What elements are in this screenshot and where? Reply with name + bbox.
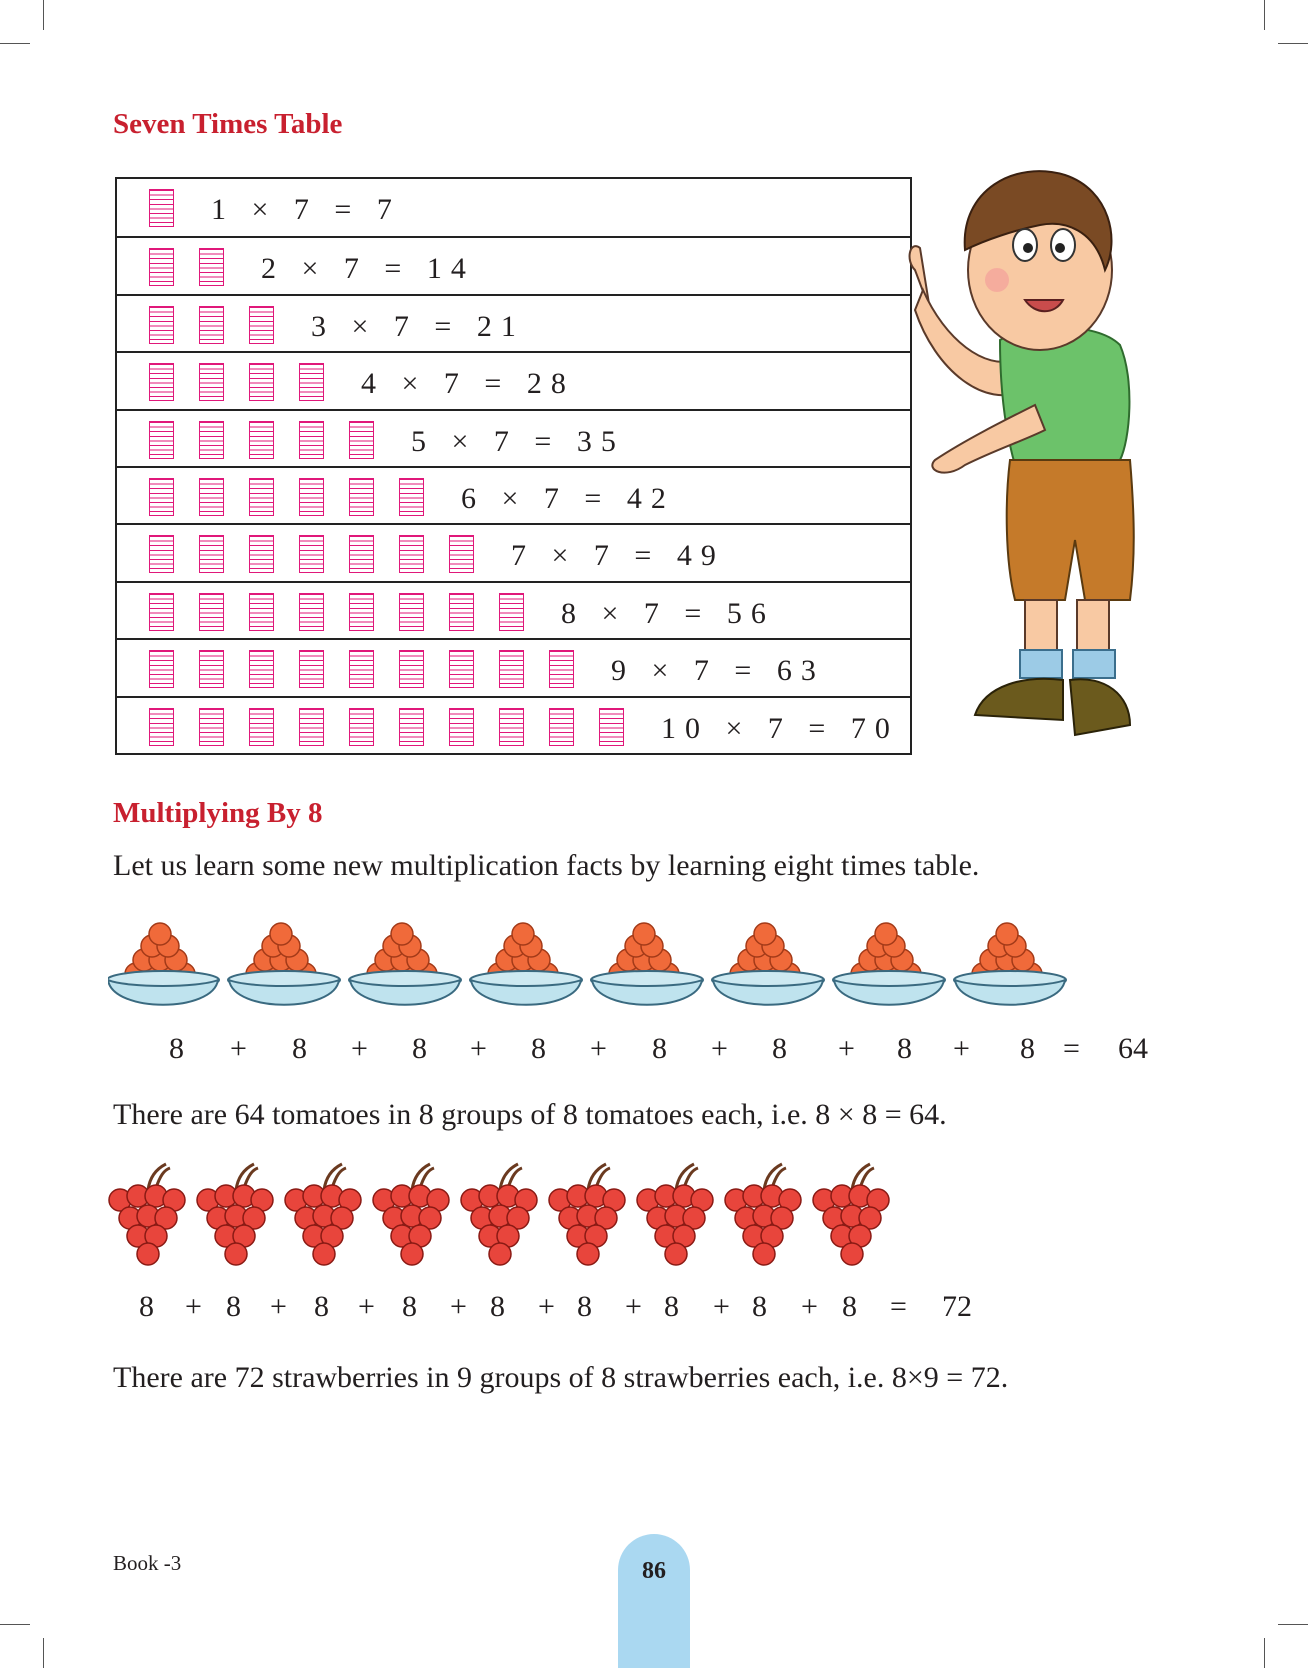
seven-block-icon bbox=[399, 650, 424, 688]
strawberry-bunches bbox=[108, 1160, 908, 1272]
seven-block-icon bbox=[149, 478, 174, 516]
crop-mark bbox=[43, 0, 44, 30]
seven-block-icon bbox=[449, 650, 474, 688]
seven-times-table bbox=[115, 177, 912, 755]
sum-term: 8 bbox=[139, 1290, 154, 1323]
book-label: Book -3 bbox=[113, 1551, 182, 1575]
table-row-equation: 8 × 7 = 56 bbox=[561, 596, 775, 630]
plus-sign: + bbox=[953, 1032, 970, 1065]
seven-block-icon bbox=[349, 421, 374, 459]
intro-paragraph: Let us learn some new multiplication facts by learning eight times table. bbox=[113, 849, 980, 882]
table-row-equation: 3 × 7 = 21 bbox=[311, 309, 525, 343]
seven-block-icon bbox=[549, 650, 574, 688]
strawberry-bunch-icon bbox=[549, 1164, 625, 1265]
sum-term: 8 bbox=[652, 1032, 667, 1065]
seven-block-icon bbox=[399, 535, 424, 573]
crop-mark bbox=[1278, 43, 1308, 44]
seven-block-icon bbox=[199, 535, 224, 573]
seven-block-icon bbox=[349, 478, 374, 516]
seven-block-icon bbox=[249, 363, 274, 401]
seven-block-icon bbox=[299, 478, 324, 516]
seven-block-icon bbox=[249, 306, 274, 344]
strawberry-bunch-icon bbox=[109, 1164, 185, 1265]
plus-sign: + bbox=[713, 1290, 730, 1323]
tomato-sum bbox=[0, 1032, 1308, 1072]
tomato-bowl-icon bbox=[228, 923, 340, 1005]
table-row-equation: 6 × 7 = 42 bbox=[461, 482, 675, 515]
seven-block-icon bbox=[449, 535, 474, 573]
sum-term: 8 bbox=[1020, 1032, 1035, 1065]
tomato-bowl-icon bbox=[349, 923, 461, 1005]
sum-term: 8 bbox=[531, 1032, 546, 1065]
seven-block-icon bbox=[199, 650, 224, 688]
seven-block-icon bbox=[249, 535, 274, 573]
strawberry-bunch-icon bbox=[813, 1164, 889, 1265]
strawberry-bunch-icon bbox=[373, 1164, 449, 1265]
seven-block-icon bbox=[249, 593, 274, 631]
table-row-equation: 4 × 7 = 28 bbox=[361, 367, 575, 401]
seven-block-icon bbox=[399, 708, 424, 746]
tomato-caption: There are 64 tomatoes in 8 groups of 8 tomatoes each, i.e. 8 × 8 = 64. bbox=[113, 1098, 947, 1131]
seven-block-icon bbox=[149, 189, 174, 227]
tomato-bowls-drawing bbox=[108, 918, 1088, 1028]
table-row bbox=[117, 409, 910, 468]
strawberry-bunch-icon bbox=[461, 1164, 537, 1265]
table-row bbox=[117, 523, 910, 582]
table-row-equation: 1 × 7 = 7 bbox=[211, 193, 401, 226]
seven-block-icon bbox=[299, 421, 324, 459]
seven-block-icon bbox=[149, 650, 174, 688]
plus-sign: + bbox=[450, 1290, 467, 1323]
seven-block-icon bbox=[399, 478, 424, 516]
seven-block-icon bbox=[149, 363, 174, 401]
seven-block-icon bbox=[199, 708, 224, 746]
equals-sign: = bbox=[890, 1290, 907, 1323]
crop-mark bbox=[43, 1638, 44, 1668]
seven-block-icon bbox=[149, 248, 174, 286]
seven-block-icon bbox=[299, 363, 324, 401]
tomato-bowl-icon bbox=[108, 923, 219, 1005]
table-row bbox=[117, 351, 910, 410]
seven-block-icon bbox=[349, 593, 374, 631]
seven-block-icon bbox=[599, 708, 624, 746]
seven-block-icon bbox=[499, 708, 524, 746]
table-row bbox=[117, 696, 910, 755]
seven-block-icon bbox=[449, 708, 474, 746]
seven-times-table-heading: Seven Times Table bbox=[113, 108, 343, 140]
strawberry-sum bbox=[0, 1290, 1308, 1330]
crop-mark bbox=[1264, 1638, 1265, 1668]
seven-block-icon bbox=[149, 593, 174, 631]
seven-block-icon bbox=[149, 708, 174, 746]
seven-block-icon bbox=[299, 593, 324, 631]
seven-block-icon bbox=[149, 535, 174, 573]
seven-block-icon bbox=[199, 593, 224, 631]
seven-block-icon bbox=[449, 593, 474, 631]
tomato-bowl-icon bbox=[712, 923, 824, 1005]
strawberry-bunch-icon bbox=[197, 1164, 273, 1265]
seven-block-icon bbox=[249, 708, 274, 746]
sum-term: 8 bbox=[412, 1032, 427, 1065]
plus-sign: + bbox=[185, 1290, 202, 1323]
sum-term: 8 bbox=[169, 1032, 184, 1065]
seven-block-icon bbox=[149, 421, 174, 459]
seven-block-icon bbox=[199, 306, 224, 344]
seven-block-icon bbox=[199, 478, 224, 516]
multiplying-by-8-heading: Multiplying By 8 bbox=[113, 797, 323, 829]
plus-sign: + bbox=[590, 1032, 607, 1065]
plus-sign: + bbox=[270, 1290, 287, 1323]
plus-sign: + bbox=[838, 1032, 855, 1065]
tomato-bowl-icon bbox=[954, 923, 1066, 1005]
sum-term: 72 bbox=[942, 1290, 972, 1323]
seven-block-icon bbox=[499, 593, 524, 631]
sum-term: 8 bbox=[402, 1290, 417, 1323]
plus-sign: + bbox=[351, 1032, 368, 1065]
sum-term: 8 bbox=[897, 1032, 912, 1065]
sum-term: 8 bbox=[226, 1290, 241, 1323]
strawberry-bunches-drawing bbox=[108, 1160, 908, 1272]
plus-sign: + bbox=[625, 1290, 642, 1323]
plus-sign: + bbox=[230, 1032, 247, 1065]
table-row bbox=[117, 236, 910, 295]
sum-term: 8 bbox=[664, 1290, 679, 1323]
plus-sign: + bbox=[470, 1032, 487, 1065]
seven-block-icon bbox=[299, 650, 324, 688]
seven-block-icon bbox=[199, 421, 224, 459]
strawberry-bunch-icon bbox=[637, 1164, 713, 1265]
sum-term: 8 bbox=[842, 1290, 857, 1323]
sum-term: 8 bbox=[490, 1290, 505, 1323]
tomato-bowl-icon bbox=[591, 923, 703, 1005]
sum-term: 8 bbox=[752, 1290, 767, 1323]
seven-block-icon bbox=[499, 650, 524, 688]
seven-block-icon bbox=[549, 708, 574, 746]
seven-block-icon bbox=[149, 306, 174, 344]
sum-term: 8 bbox=[772, 1032, 787, 1065]
seven-block-icon bbox=[349, 535, 374, 573]
plus-sign: + bbox=[538, 1290, 555, 1323]
table-row-equation: 5 × 7 = 35 bbox=[411, 424, 625, 458]
seven-block-icon bbox=[249, 478, 274, 516]
crop-mark bbox=[0, 1624, 30, 1625]
table-row bbox=[117, 179, 910, 236]
equals-sign: = bbox=[1063, 1032, 1080, 1065]
plus-sign: + bbox=[801, 1290, 818, 1323]
seven-block-icon bbox=[299, 708, 324, 746]
tomato-bowl-icon bbox=[470, 923, 582, 1005]
table-row bbox=[117, 294, 910, 353]
page-number-tab bbox=[618, 1534, 690, 1668]
boy-illustration bbox=[905, 160, 1165, 760]
strawberry-bunch-icon bbox=[285, 1164, 361, 1265]
seven-block-icon bbox=[249, 650, 274, 688]
sum-term: 8 bbox=[577, 1290, 592, 1323]
table-row-equation: 10 × 7 = 70 bbox=[661, 711, 899, 745]
tomato-bowl-icon bbox=[833, 923, 945, 1005]
sum-term: 8 bbox=[314, 1290, 329, 1323]
seven-block-icon bbox=[349, 708, 374, 746]
sum-term: 8 bbox=[292, 1032, 307, 1065]
strawberry-caption: There are 72 strawberries in 9 groups of 8 strawberries each, i.e. 8×9 = 72. bbox=[113, 1361, 1009, 1394]
plus-sign: + bbox=[358, 1290, 375, 1323]
crop-mark bbox=[0, 43, 30, 44]
seven-block-icon bbox=[299, 535, 324, 573]
crop-mark bbox=[1264, 0, 1265, 30]
seven-block-icon bbox=[249, 421, 274, 459]
crop-mark bbox=[1278, 1624, 1308, 1625]
tomato-bowls bbox=[108, 918, 1088, 1028]
seven-block-icon bbox=[349, 650, 374, 688]
table-row bbox=[117, 581, 910, 640]
table-row-equation: 9 × 7 = 63 bbox=[611, 654, 825, 688]
table-row bbox=[117, 638, 910, 697]
page-number: 86 bbox=[642, 1558, 666, 1584]
strawberry-bunch-icon bbox=[725, 1164, 801, 1265]
seven-block-icon bbox=[199, 248, 224, 286]
sum-term: 64 bbox=[1118, 1032, 1148, 1065]
seven-block-icon bbox=[199, 363, 224, 401]
plus-sign: + bbox=[711, 1032, 728, 1065]
table-row-equation: 2 × 7 = 14 bbox=[261, 252, 475, 286]
table-row-equation: 7 × 7 = 49 bbox=[511, 539, 725, 573]
seven-block-icon bbox=[399, 593, 424, 631]
table-row bbox=[117, 466, 910, 525]
